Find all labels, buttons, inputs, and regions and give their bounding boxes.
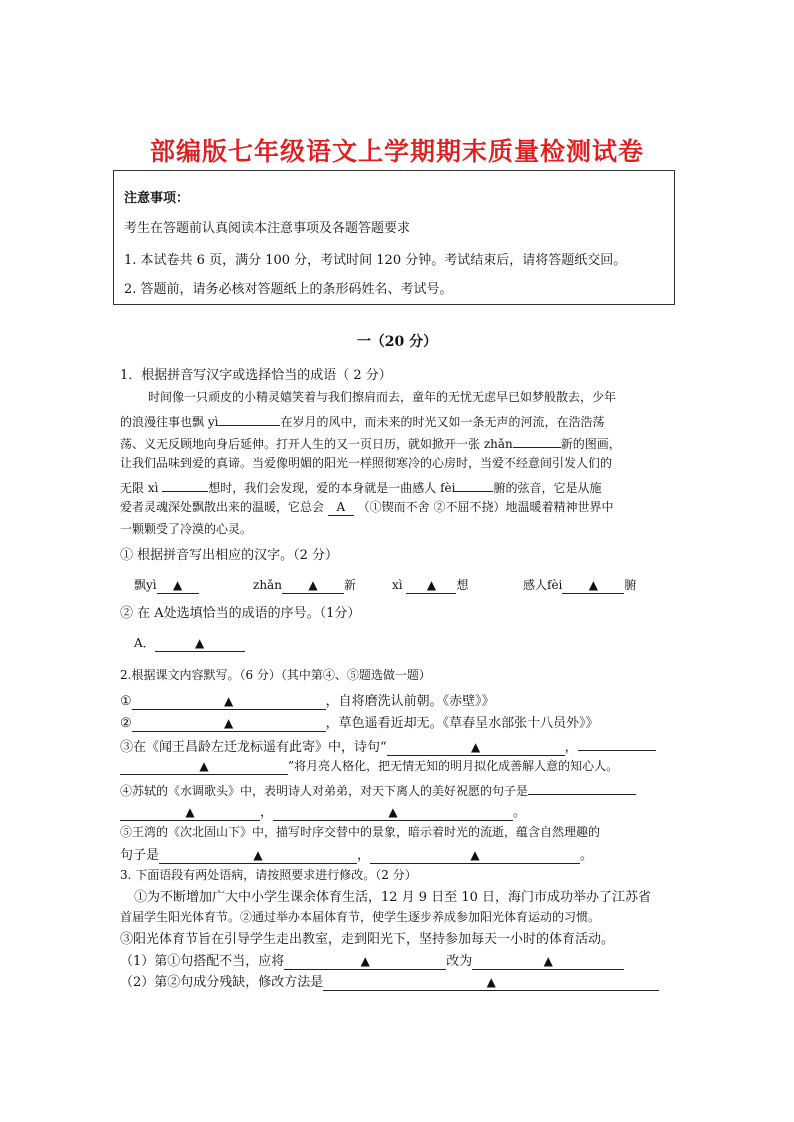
q1-passage-line: 让我们品味到爱的真谛。当爱像明媚的阳光一样照彻寒冷的心房时，当爱不经意间引发人们的 — [120, 456, 613, 470]
q3-answer-2: （2）第②句成分残缺，修改方法是 ▲ — [120, 971, 659, 991]
blank-marker: ▲ — [588, 578, 598, 592]
q3-answer-1: （1）第①句搭配不当，应将 ▲ 改为 ▲ — [120, 950, 624, 970]
answer-blank: A． ▲ — [134, 634, 245, 652]
blank-marker: ▲ — [388, 805, 398, 819]
q2-stem: 2.根据课文内容默写。（6 分）（其中第④、⑤题选做一题） — [120, 668, 431, 682]
q2-line: ① ▲ ，自将磨洗认前朝。《赤壁》》 — [120, 694, 495, 709]
blank-marker: ▲ — [253, 848, 263, 862]
q2-line: ② ▲ ，草色遥看近却无。《草春呈水部张十八员外》》 — [120, 716, 599, 731]
q2-line: ③在《闻王昌龄左迁龙标遥有此寄》中，诗句“ ▲ ， — [120, 735, 656, 756]
blank-marker: ▲ — [426, 578, 437, 592]
exam-title: 部编版七年级语文上学期期末质量检测试卷 — [149, 137, 644, 166]
q1-stem: 1．根据拼音写汉字或选择恰当的成语（ 2 分） — [120, 368, 392, 383]
blank-marker: ▲ — [486, 975, 496, 989]
q2-line: ▲ ， ▲ 。 — [120, 801, 526, 821]
q2-line: ④苏轼的《水调歌头》中，表明诗人对弟弟，对天下离人的美好祝愿的句子是 — [120, 779, 636, 799]
blank-marker: ▲ — [195, 636, 205, 650]
notice-intro: 考生在答题前认真阅读本注意事项及各题答题要求 — [124, 221, 411, 236]
q3-line: ③阳光体育节旨在引导学生走出教室，走到阳光下，坚持参加每天一小时的体育活动。 — [120, 932, 615, 947]
q1-passage-line: 的浪漫往事也飘 yì 在岁月的风中，而未来的时光又如一条无声的河流，在浩浩荡 — [120, 410, 604, 430]
q1-passage-line: 荡、义无反顾地向身后延伸。打开人生的又一页日历，就如掀开一张 zhǎn 新的图画， — [120, 432, 621, 452]
q2-line: ⑤王湾的《次北固山下》中，描写时序交替中的景象，暗示着时光的流逝，蕴含自然理趣的 — [120, 825, 601, 839]
q2-line: 句子是 ▲ ， ▲ 。 — [120, 848, 594, 863]
q1-passage-line: 时间像一只顽皮的小精灵嬉笑着与我们擦肩而去，童年的无忧无虑早已如梦般散去，少年 — [148, 390, 617, 404]
blank-marker: ▲ — [470, 848, 480, 862]
q1-sub2: ② 在 A处选填恰当的成语的序号。（1分） — [120, 606, 361, 621]
q2-line: ▲ ”将月亮人格化，把无情无知的明月拟化成善解人意的知心人。 — [120, 757, 618, 775]
blank-marker: ▲ — [308, 578, 318, 592]
notice-heading: 注意事项： — [124, 191, 190, 206]
q3-stem: 3. 下面语段有两处语病，请按照要求进行修改。（2 分） — [120, 868, 417, 882]
answer-blank: xì ▲ 想 — [392, 578, 469, 592]
q3-line: 首届学生阳光体育节。②通过举办本届体育节，使学生逐步养成参加阳光体育运动的习惯。 — [120, 910, 601, 924]
blank-marker: ▲ — [199, 759, 209, 773]
answer-blank: 飘yì ▲ — [134, 576, 199, 594]
blank-marker: ▲ — [471, 740, 481, 754]
blank-marker: ▲ — [185, 805, 195, 819]
section-heading: 一（20 分） — [356, 334, 438, 350]
blank-marker: ▲ — [543, 954, 553, 968]
q1-sub1: ① 根据拼音写出相应的汉字。（2 分） — [120, 548, 339, 563]
blank-marker: ▲ — [224, 694, 234, 708]
blank-marker: ▲ — [173, 578, 183, 592]
q1-passage-line: 爱者灵魂深处飘散出来的温暖，它总会 A （①锲而不舍 ②不屈不挠）地温暖着精神世界中 — [120, 500, 614, 514]
q1-passage-line: 无限 xì 想时，我们会发现，爱的本身就是一曲感人 fèi 腑的弦音，它是从施 — [120, 476, 601, 496]
q3-line: ①为不断增加广大中小学生课余体育生活，12 月 9 日至 10 日，海门市成功举办了江苏省 — [134, 890, 652, 905]
answer-blank: zhǎn ▲ 新 — [253, 578, 356, 592]
q1-passage-line: 一颗颗受了冷漠的心灵。 — [120, 522, 253, 536]
answer-blank: 感人fèi ▲ 腑 — [523, 578, 637, 592]
notice-box — [113, 170, 675, 305]
blank-marker: ▲ — [224, 716, 234, 730]
notice-item-2: 2. 答题前，请务必核对答题纸上的条形码姓名、考试号。 — [124, 282, 453, 297]
notice-item-1: 1. 本试卷共 6 页，满分 100 分，考试时间 120 分钟。考试结束后，请将答题纸交回。 — [124, 253, 627, 268]
blank-marker: ▲ — [360, 954, 370, 968]
